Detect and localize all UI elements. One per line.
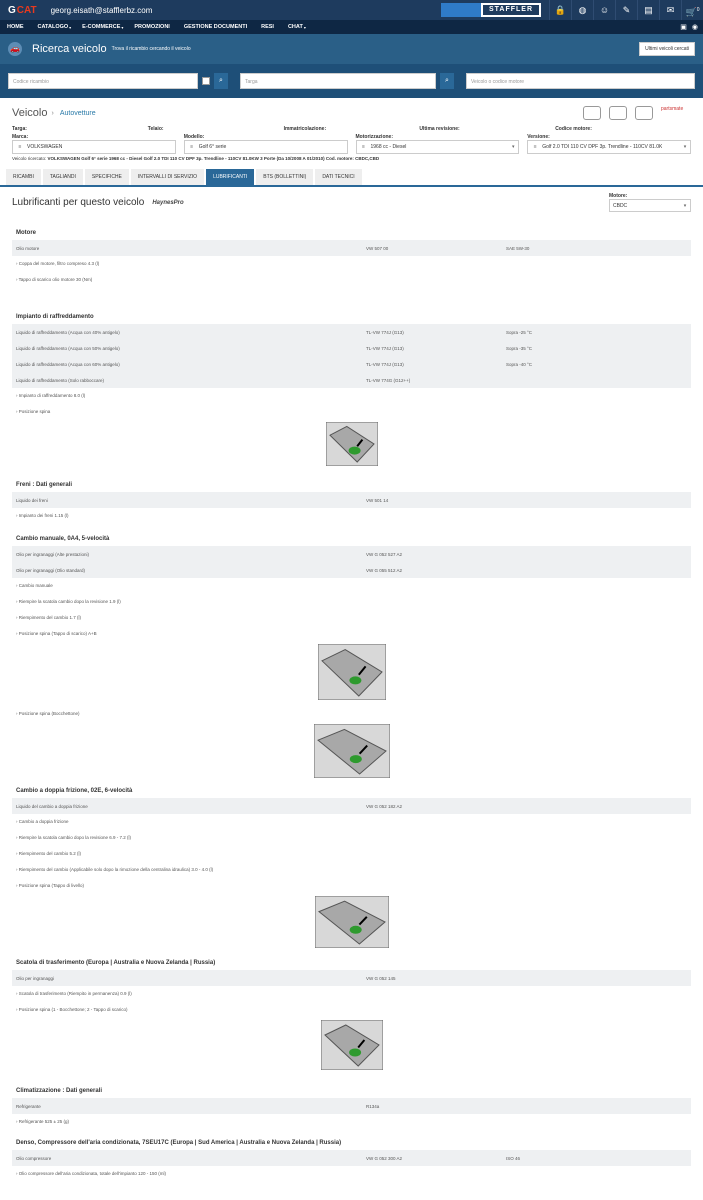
section-title: Motore [16, 230, 36, 236]
table-row [12, 372, 691, 388]
table-cell: VW 501 14 [366, 497, 389, 503]
spec-table [12, 798, 691, 814]
searched-label: Veicolo ricercato: [12, 156, 47, 161]
staffler-logo-mark [441, 3, 481, 17]
section-title: Denso, Compressore dell'aria condizionata, 7SEU17C (Europa | Sud America | Australia e Nuova Zelanda | Russia) [16, 1140, 342, 1146]
diagram-image [315, 896, 389, 948]
nav-chat[interactable]: CHAT [287, 24, 303, 30]
section-title: Cambio a doppia frizione, 02E, 6-velocità [16, 788, 133, 794]
table-cell: VW G 052 527 A2 [366, 551, 403, 557]
table-cell: VW G 055 512 A2 [366, 567, 403, 573]
label-immatricolazione: Immatricolazione: [283, 126, 327, 132]
vehicle-input[interactable]: Veicolo o codice motore [466, 73, 695, 89]
part-code-input[interactable]: Codice ricambio [8, 73, 198, 89]
table-row [12, 356, 691, 372]
main-nav [0, 20, 703, 34]
lubricant-section [0, 532, 703, 778]
table-cell: Olio compressore [16, 1155, 52, 1161]
list-item[interactable]: › Riempire la scatola cambio dopo la revisione 6.9 - 7.2 (l) [16, 835, 132, 840]
nav-catalogo[interactable]: CATALOGO [37, 24, 69, 30]
vehicle-title: Veicolo [12, 107, 48, 119]
haynespro-logo: HaynesPro [152, 199, 184, 206]
tab-specifiche[interactable]: SPECIFICHE [85, 169, 129, 185]
label-ultima-revisione: Ultima revisione: [419, 126, 460, 132]
lubricant-section [0, 1084, 703, 1130]
list-item[interactable]: › Posizione spina [16, 409, 51, 414]
table-cell: Refrigerante [16, 1103, 41, 1109]
list-item[interactable]: › Riempimento del cambio 1.7 (l) [16, 615, 82, 620]
spec-table [12, 1150, 691, 1166]
list-item[interactable]: › Riempimento del cambio (Applicabile solo dopo la rimozione della centralina idraulica) 3.0 - 4.0 (l) [16, 867, 214, 872]
table-row [12, 562, 691, 578]
table-cell: Liquido di raffreddamento (Acqua con 50% antigelo) [16, 345, 120, 351]
motorizzazione-value: 1968 cc - Diesel [370, 144, 407, 150]
list-item[interactable]: › Riempimento del cambio 5.2 (l) [16, 851, 82, 856]
table-cell: Liquido dei freni [16, 497, 48, 503]
card-icon[interactable]: ▤ [637, 0, 659, 20]
spec-table [12, 546, 691, 578]
list-icon: ≡ [18, 144, 22, 150]
lubricant-section [0, 1136, 703, 1182]
table-cell: R134a [366, 1103, 380, 1109]
marca-select[interactable] [12, 140, 176, 154]
spec-table [12, 240, 691, 256]
list-item[interactable]: › Cambio a doppia frizione [16, 819, 69, 824]
versione-value: Golf 2.0 TDI 110 CV DPF 3p. Trendline - 110CV 81.0K [542, 144, 663, 150]
table-row [12, 1150, 691, 1166]
top-bar [0, 0, 703, 20]
search-icon[interactable]: ⌕ [440, 73, 454, 89]
label-versione: Versione: [527, 134, 550, 140]
table-cell: Sopra -40 °C [506, 361, 533, 367]
tab-tagliandi[interactable]: TAGLIANDI [43, 169, 83, 185]
motore-select[interactable] [609, 199, 691, 212]
table-cell: Olio per ingranaggi [16, 975, 55, 981]
tab-bar [0, 169, 703, 187]
modello-select[interactable] [184, 140, 348, 154]
tab-intervalli[interactable]: INTERVALLI DI SERVIZIO [131, 169, 204, 185]
lubricant-section [0, 784, 703, 948]
nav-home[interactable]: HOME [7, 24, 24, 30]
list-icon: ≡ [190, 144, 194, 150]
table-cell: Liquido di raffreddamento (Solo rabboccare) [16, 377, 104, 383]
lubricant-section [0, 310, 703, 466]
section-title: Cambio manuale, 0A4, 5-velocità [16, 536, 110, 542]
modello-value: Golf 6° serie [198, 144, 227, 150]
spec-table [12, 324, 691, 388]
label-targa: Targa: [12, 126, 27, 132]
list-icon: ≡ [362, 144, 365, 150]
table-cell: TL-VW 774J (G13) [366, 329, 404, 335]
label-motorizzazione: Motorizzazione: [355, 134, 393, 140]
chevron-right-icon: › [51, 109, 54, 117]
list-item[interactable]: › Posizione spina (1 - Bocchettone; 2 - Tappo di scarico) [16, 1007, 128, 1012]
table-cell: VW G 052 145 [366, 975, 396, 981]
table-cell: Olio per ingranaggi (Olio standard) [16, 567, 86, 573]
lubricant-section [0, 478, 703, 524]
table-row [12, 546, 691, 562]
spec-table [12, 492, 691, 508]
user-email: georg.eisath@stafflerbz.com [50, 5, 153, 15]
lubricants-header [0, 187, 703, 212]
globe-icon[interactable]: ◍ [571, 0, 593, 20]
nav-gestione-documenti[interactable]: GESTIONE DOCUMENTI [183, 24, 248, 30]
table-cell: SAE 5W-30 [506, 245, 530, 251]
list-item[interactable]: › Refrigerante 525 ± 25 (g) [16, 1119, 69, 1124]
search-bar [0, 64, 703, 98]
list-item[interactable]: › Riempire la scatola cambio dopo la revisione 1.9 (l) [16, 599, 121, 604]
list-item[interactable]: › Posizione spina (Bocchettone) [16, 711, 80, 716]
lubricants-content [0, 226, 703, 1182]
mail-icon[interactable]: ✉ [659, 0, 681, 20]
tab-ricambi[interactable]: RICAMBI [6, 169, 41, 185]
list-item[interactable]: › Posizione spina (Tappo di scarico) A+B [16, 631, 97, 636]
page-subtitle: Trova il ricambio cercando il veicolo [111, 46, 191, 52]
staffler-label: STAFFLER [483, 5, 539, 15]
tab-lubrificanti[interactable]: LUBRIFICANTI [206, 169, 254, 185]
search-checkbox[interactable] [202, 77, 210, 85]
table-cell: Olio motore [16, 245, 40, 251]
searched-vehicle [0, 154, 703, 163]
table-cell: VW G 052 182 A2 [366, 803, 403, 809]
table-cell: Liquido del cambio a doppia frizione [16, 803, 88, 809]
chevron-down-icon: ▾ [69, 24, 72, 30]
cart-count: 0 [696, 7, 700, 13]
list-item[interactable]: › Posizione spina (Tappo di livello) [16, 883, 85, 888]
motore-label: Motore: [609, 193, 628, 199]
lubricant-section [0, 226, 703, 288]
logo-accent: CAT [16, 4, 37, 16]
chevron-down-icon: ▾ [121, 24, 124, 30]
table-cell: TL-VW 774J (G13) [366, 345, 404, 351]
label-modello: Modello: [183, 134, 205, 140]
search-icon[interactable]: ⌕ [214, 73, 228, 89]
table-cell: Sopra -25 °C [506, 329, 533, 335]
list-icon: ≡ [533, 144, 537, 150]
section-title: Climatizzazione : Dati generali [16, 1088, 103, 1094]
eye-icon[interactable]: ◉ [691, 24, 698, 31]
list-item[interactable]: › Scatola di trasferimento (Riempito in permanenza) 0.9 (l) [16, 991, 132, 996]
diagram-image [314, 724, 390, 778]
cart-icon[interactable]: 🛒$^0$ [681, 0, 703, 20]
list-item[interactable]: › Tappo di scarico olio motore 30 (Nm) [16, 277, 93, 282]
diagram-image [326, 422, 378, 466]
table-cell: VW 507 00 [366, 245, 389, 251]
table-cell: Liquido di raffreddamento (Acqua con 60% antigelo) [16, 361, 120, 367]
nav-resi[interactable]: RESI [261, 24, 274, 30]
chevron-down-icon: ▾ [683, 144, 687, 150]
page-header [0, 34, 703, 64]
breadcrumb[interactable]: Autovetture [59, 109, 96, 117]
chevron-down-icon: ▾ [511, 144, 515, 150]
table-cell: ISO 46 [506, 1155, 521, 1161]
table-cell: Olio per ingranaggi (Alte prestazioni) [16, 551, 90, 557]
table-cell: TL-VW 774G (G12++) [366, 377, 411, 383]
vehicle-meta-row [0, 124, 703, 134]
table-cell: Liquido di raffreddamento (Acqua con 40% antigelo) [16, 329, 120, 335]
nav-ecommerce[interactable]: E-COMMERCE [82, 24, 121, 30]
list-item[interactable]: › Olio compressore dell'aria condizionata, totale dell'impianto 120 - 150 (ml) [16, 1171, 167, 1176]
diagram-image [321, 1020, 383, 1070]
car-icon: 🚗 [8, 42, 22, 56]
list-item[interactable]: › Impianto di raffreddamento 8.0 (l) [16, 393, 86, 398]
section-title: Freni : Dati generali [16, 482, 73, 488]
versione-select[interactable] [527, 140, 691, 154]
motore-value: CBDC [613, 202, 628, 209]
staffler-brand[interactable] [441, 3, 541, 17]
table-cell: TL-VW 774J (G13) [366, 361, 404, 367]
marca-value: VOLKSWAGEN [27, 144, 63, 150]
lubricants-title: Lubrificanti per questo veicolo [12, 197, 145, 208]
logo-main: G [8, 4, 16, 16]
label-marca: Marca: [12, 134, 29, 140]
chevron-down-icon: ▾ [303, 24, 306, 30]
table-row [12, 1098, 691, 1114]
lubricant-section [0, 956, 703, 1070]
list-item[interactable]: › Impianto dei freni 1.15 (l) [16, 513, 69, 518]
table-cell: Sopra -35 °C [506, 345, 533, 351]
tab-dati-tecnici[interactable]: DATI TECNICI [315, 169, 361, 185]
pen-icon[interactable]: ✎ [615, 0, 637, 20]
section-title: Scatola di trasferimento (Europa | Australia e Nuova Zelanda | Russia) [16, 960, 216, 966]
table-row [12, 492, 691, 508]
table-row [12, 324, 691, 340]
label-telaio: Telaio: [147, 126, 164, 132]
partsmate-logo[interactable]: partsmate [661, 106, 684, 112]
chevron-down-icon: ▾ [683, 202, 687, 209]
spec-table [12, 970, 691, 986]
diagram-image [318, 644, 386, 700]
list-icon[interactable]: ▣ [680, 24, 687, 31]
list-item[interactable]: › Cambio manuale [16, 583, 53, 588]
section-title: Impianto di raffreddamento [16, 314, 94, 320]
plate-input[interactable]: Targa [240, 73, 436, 89]
label-codice-motore: Codice motore: [555, 126, 592, 132]
page-title: Ricerca veicolo [32, 43, 107, 55]
table-row [12, 340, 691, 356]
lock-icon[interactable]: 🔒 [549, 0, 571, 20]
table-cell: VW G 052 300 A2 [366, 1155, 403, 1161]
user-icon[interactable]: ☺ [593, 0, 615, 20]
app-logo[interactable] [0, 5, 45, 16]
vehicle-header [0, 102, 703, 124]
searched-value: VOLKSWAGEN Golf 6° serie 1968 cc - Diesel Golf 2.0 TDI 110 CV DPF 3p. Trendline - 110CV 81.0KW 3 Porte (Da 10/2008 A 01/2010) Cod. motore: CBDC,CBD [47, 156, 380, 161]
list-item[interactable]: › Coppa del motore, filtro compreso 4.3 (l) [16, 261, 100, 266]
nav-promozioni[interactable]: PROMOZIONI [134, 24, 170, 30]
vehicle-selects [0, 134, 703, 154]
table-row [12, 970, 691, 986]
recent-vehicles-button[interactable]: Ultimi veicoli cercati [639, 42, 695, 56]
van-type-icon[interactable] [609, 106, 627, 120]
tab-bts[interactable]: BTS (BOLLETTINI) [256, 169, 313, 185]
table-row [12, 240, 691, 256]
spec-table [12, 1098, 691, 1114]
motorizzazione-select[interactable] [356, 140, 520, 154]
car-type-icon[interactable] [583, 106, 601, 120]
truck-type-icon[interactable] [635, 106, 653, 120]
table-row [12, 798, 691, 814]
